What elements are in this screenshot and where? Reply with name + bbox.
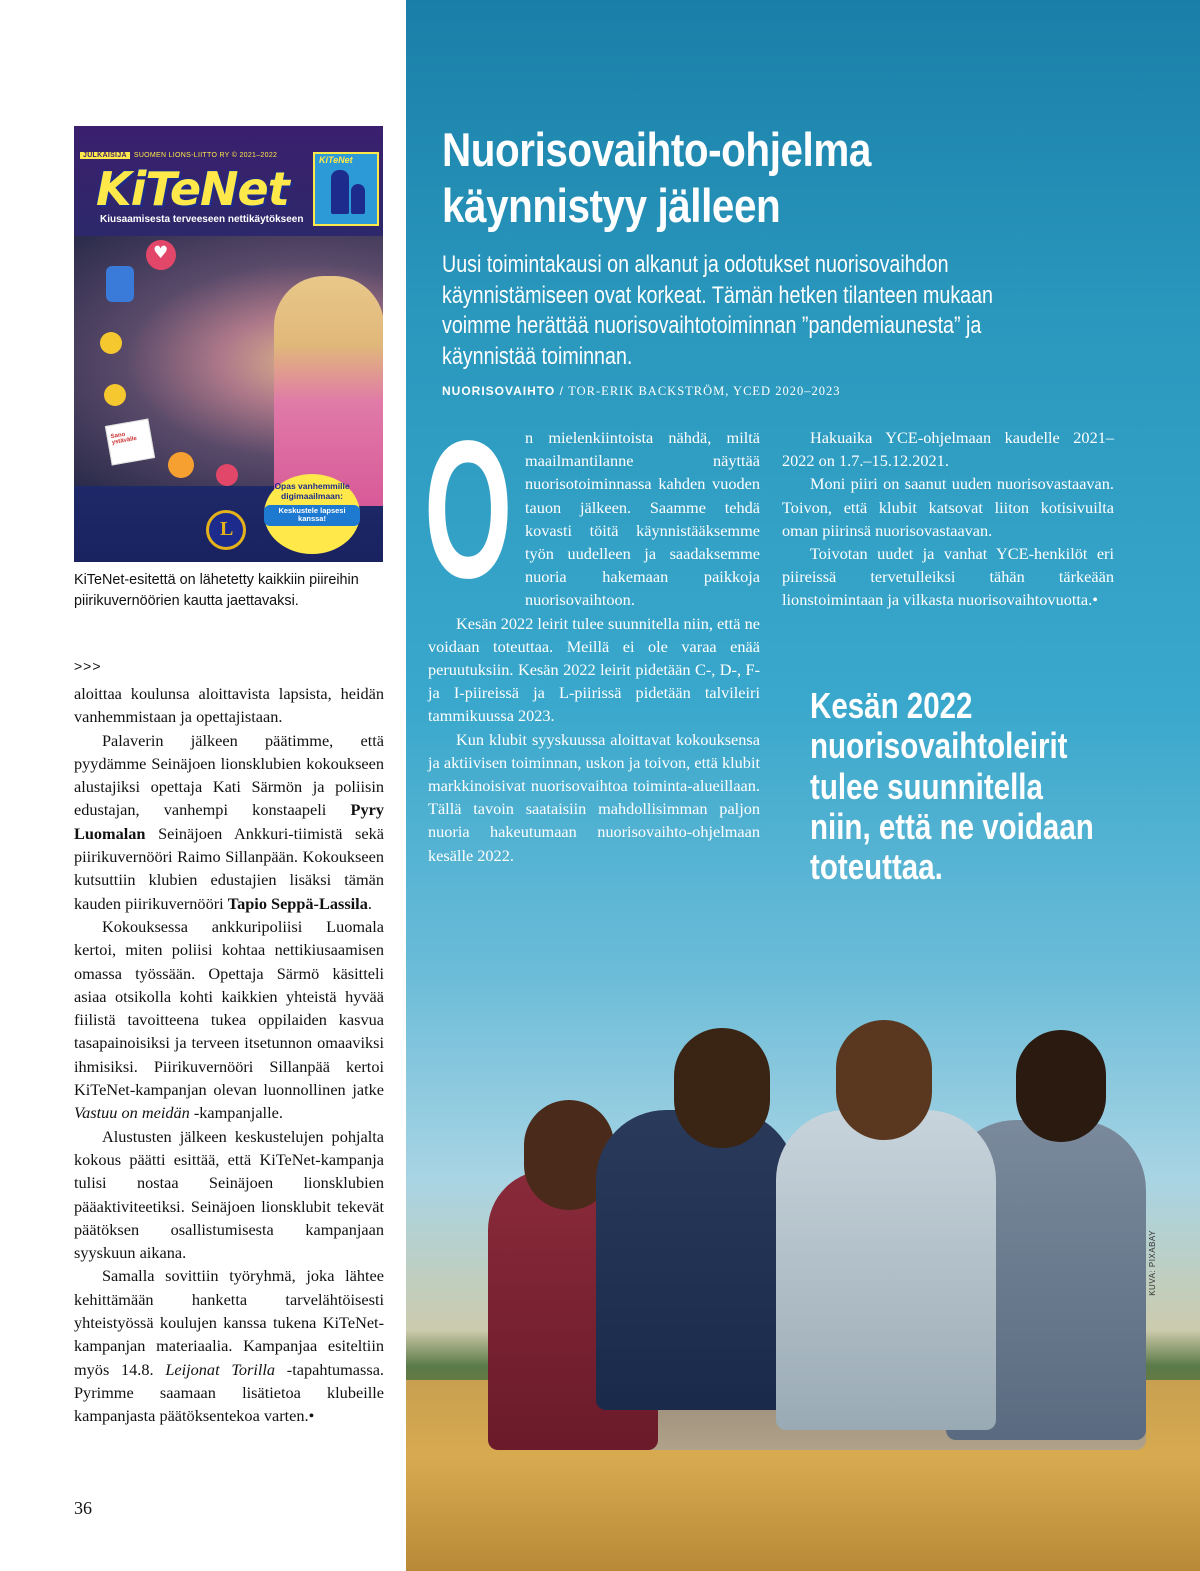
article-author: TOR-ERIK BACKSTRÖM, YCED 2020–2023 [568, 384, 841, 398]
broken-heart-icon [216, 464, 238, 486]
paragraph: Alustusten jälkeen keskustelujen pohjalta kokous päätti esittää, että KiTeNet-kampanja tulisi nostaa Seinäjoen lionsklubien pääaktiviteetiksi. Seinäjoen lionsklubit tekevät päätöksen osallistumisesta kampanjaan syyskuun aikana. [74, 1126, 384, 1263]
article-column-1 [428, 426, 760, 867]
photo-person [596, 1110, 796, 1410]
article-column-2 [782, 426, 1114, 612]
cover-girl-figure [274, 276, 383, 506]
article-lead: Uusi toimintakausi on alkanut ja odotukset nuorisovaihdon käynnistämiseen ovat korkeat. Tämän hetken tilanteen mukaan voimme herättää nuorisovaihtotoiminnan ”pandemiaunesta” ja käynnistää toiminnan. [442, 251, 994, 370]
paragraph: n mielenkiintoista nähdä, miltä maailmantilanne näyttää nuorisotoiminnassa kahden vuoden tauon jälkeen. Saamme tehdä kovasti töitä käynnistääksemme työn uudelleen ja saadaksemme nuoria hakemaan paikkoja nuorisovaihtoon. [525, 428, 760, 610]
heart-icon [146, 240, 176, 270]
cover-subtitle: Kiusaamisesta terveeseen nettikäytökseen [100, 214, 304, 225]
paragraph: Palaverin jälkeen päätimme, että pyydämme Seinäjoen lionsklubien kokoukseen alustajiksi opettaja Kati Särmön ja poliisin edustajan, vanhempi konstaapeli Pyry Luomalan Seinäjoen Ankkuri-tiimistä sekä piirikuvernööri Raimo Sillanpään. Kokoukseen kutsuttiin klubien edustajien lisäksi tämän kauden piirikuvernööri Tapio Seppä-Lassila. [74, 730, 384, 913]
cover-title: KiTeNet [96, 162, 289, 216]
thumbs-up-icon [106, 266, 134, 302]
paragraph: Moni piiri on saanut uuden nuorisovastaavan. Toivon, että klubit katsovat liiton kotisivuilta oman piirinsä nuorisovastaavan. [782, 474, 1114, 540]
photo-person-head [674, 1028, 770, 1148]
kitenet-brochure-cover [74, 126, 383, 562]
article-headline: Nuorisovaihto-ohjelma käynnistyy jälleen [442, 123, 871, 232]
cover-opas-badge: Opas vanhemmille digimaailmaan: Keskustele lapsesi kanssa! [264, 474, 360, 554]
paragraph: Toivotan uudet ja vanhat YCE-henkilöt eri piireissä tervetulleiksi tähän tärkeään lionstoimintaan ja vilkasta nuorisovaihtovuotta.• [782, 544, 1114, 610]
photo-person-head [836, 1020, 932, 1140]
photo-person [776, 1110, 996, 1430]
paragraph: Hakuaika YCE-ohjelmaan kaudelle 2021–2022 on 1.7.–15.12.2021. [782, 428, 1114, 471]
lions-logo-icon: L [206, 510, 246, 550]
cover-caption: KiTeNet-esitettä on lähetetty kaikkiin piireihin piirikuvernöörien kautta jaettavaksi. [74, 572, 359, 609]
article-byline: NUORISOVAIHTO / TOR-ERIK BACKSTRÖM, YCED 2020–2023 [442, 384, 841, 398]
photo-person-head [1016, 1030, 1106, 1142]
cover-publisher: JULKAISIJA SUOMEN LIONS-LIITTO RY © 2021–2022 [80, 152, 277, 159]
paragraph: Kokouksessa ankkuripoliisi Luomala kertoi, miten poliisi kohtaa nettikiusaamisen omassa työssään. Opettaja Särmö käsitteli asiaa otsikolla kohti kaikkien yhteistä hyvää fiilistä tavoitteena tukea oppilaiden kasvua tasapainoisiksi ja terveen itsetunnon omaaviksi ihmisiksi. Piirikuvernööri Sillanpää kertoi KiTeNet-kampanjan olevan luonnollinen jatke Vastuu on meidän -kampanjalle. [74, 916, 384, 1123]
pull-quote: Kesän 2022 nuorisovaihtoleirit tulee suunnitella niin, että ne voidaan toteuttaa. [810, 685, 1094, 888]
drop-cap: O [424, 400, 513, 619]
page-number: 36 [74, 1498, 92, 1518]
left-column [0, 0, 406, 1571]
continued-marker: >>> [74, 658, 102, 674]
sad-emoji-icon [104, 384, 126, 406]
paragraph: aloittaa koulunsa aloittavista lapsista, heidän vanhemmistaan ja opettajistaan. [74, 684, 384, 727]
cover-logo [313, 152, 379, 226]
paragraph: Samalla sovittiin työryhmä, joka lähtee kehittämään hanketta tarvelähtöisesti yhteistyössä koulujen kanssa tukena KiTeNet-kampanjan materiaalia. Kampanjaa esiteltiin myös 14.8. Leijonat Torilla -tapahtumassa. Pyrimme saamaan lisätietoa klubeille kampanjasta päätöksentekoa varten.• [74, 1266, 384, 1426]
article-panel [406, 0, 1200, 1571]
surprised-emoji-icon [100, 332, 122, 354]
photo-credit: KUVA: PIXABAY [1148, 1230, 1157, 1296]
paragraph: Kesän 2022 leirit tulee suunnitella niin, että ne voidaan toteuttaa. Meillä ei ole varaa enää peruutuksiin. Kesän 2022 leirit pidetään C-, D-, F- ja I-piireissä ja L-piirissä pidetään talvileiri tammikuussa 2023. [428, 613, 760, 726]
paragraph: Kun klubit syyskuussa aloittavat kokouksensa ja aktiivisen toiminnan, uskon ja toivon, että klubit markkinoisivat nuorisovaihtoa toiminta-alueillaan. Tällä tavoin saataisiin mahdollisimman paljon nuoria hakeutumaan nuorisovaihto-ohjelmaan kesälle 2022. [428, 729, 760, 865]
angry-emoji-icon [168, 452, 194, 478]
cover-card: Sano ystävälle [105, 418, 155, 465]
cover-logo-label: KiTeNet [319, 155, 353, 165]
left-body-text [74, 682, 384, 1428]
article-category: NUORISOVAIHTO [442, 384, 556, 398]
